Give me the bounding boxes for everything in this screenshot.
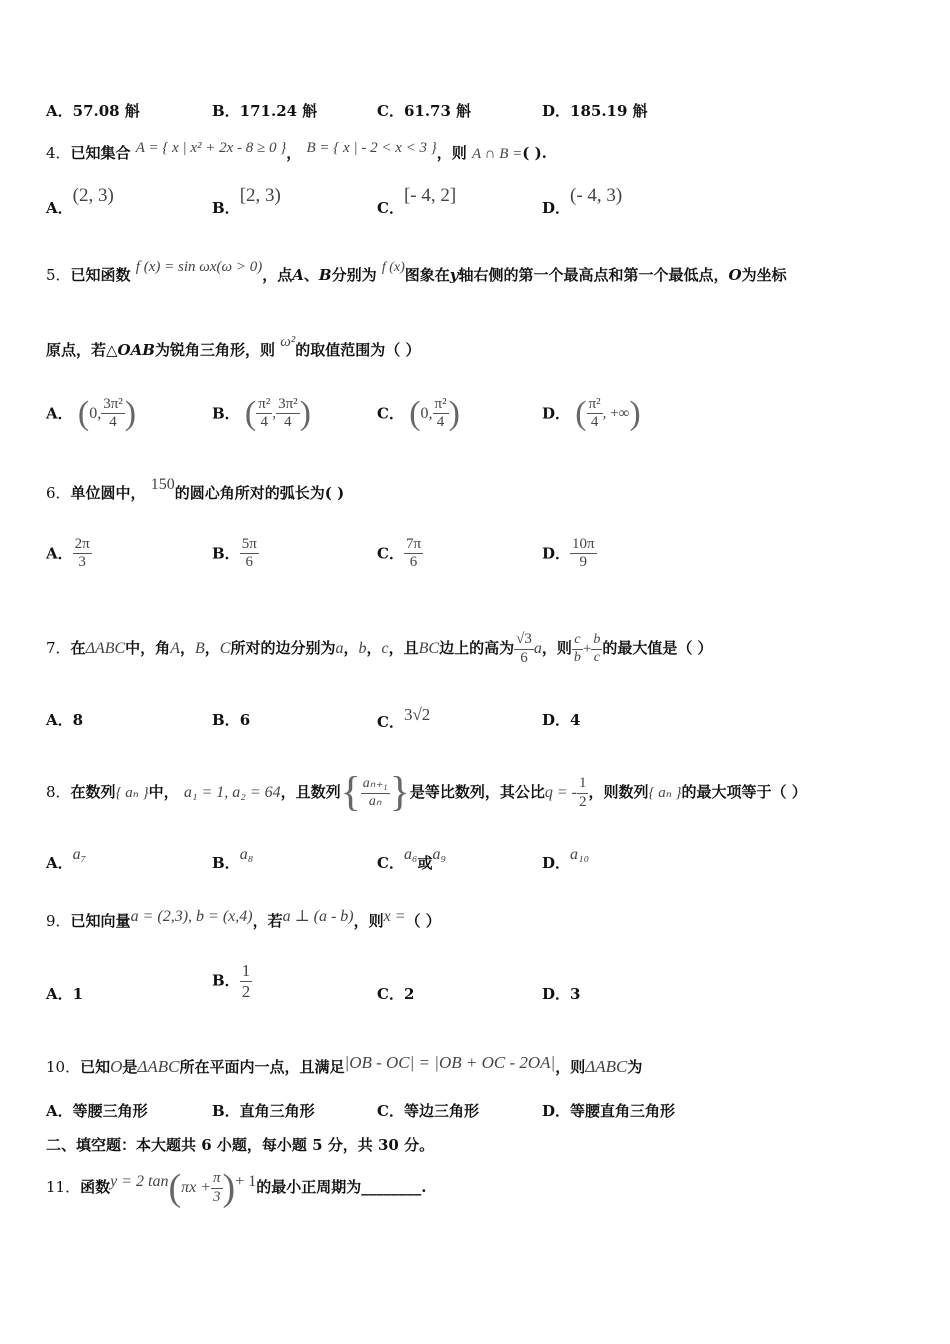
- question-10: 10．已知O是ΔABC所在平面内一点，且满足|OB - OC| = |OB + OC - 2OA|，则ΔABC为: [46, 1053, 643, 1076]
- question-9: 9．已知向量a = (2,3), b = (x,4)，若a ⊥ (a - b)，则x =（ ）: [46, 908, 441, 930]
- q3-option-c: C．61.73 斛: [377, 102, 472, 120]
- q7-option-d: D．4: [542, 711, 581, 729]
- q6-option-b: B． $\frac{5\pi}{6}$: [212, 536, 257, 571]
- q4-option-a: A．(2, 3): [46, 185, 114, 217]
- q3-option-d: D．185.19 斛: [542, 102, 648, 120]
- q4-option-c: C．[- 4, 2]: [377, 185, 457, 217]
- q7-option-a: A．8: [46, 711, 84, 729]
- q10-option-d: D．等腰直角三角形: [542, 1102, 676, 1120]
- q5-option-b: B． ( $\frac{\text{π²}}{4}$ , $\frac{\text{3π²}}{4}$ ): [212, 394, 311, 432]
- q10-option-c: C．等边三角形: [377, 1102, 479, 1120]
- q3-option-a: A．57.08 斛: [46, 102, 140, 120]
- q6-option-d: D． $\frac{10\pi}{9}$: [542, 536, 595, 571]
- q4-set-a: A = { x | x² + 2x - 8 ≥ 0 }: [135, 140, 287, 156]
- q10-option-a: A．等腰三角形: [46, 1102, 148, 1120]
- q4-option-b: B．[2, 3): [212, 185, 281, 217]
- question-6: 6．单位圆中， 150的圆心角所对的弧长为( ): [46, 476, 345, 502]
- question-8: 8．在数列{ aₙ }中， a₁ = 1, a₂ = 64，且数列{ $\frac{\text{aₙ₊₁}}{\text{aₙ}}$ }是等比数列，其公比q = - $\frac{1}{2}$ ，则数列{ aₙ }的最大项等于（ ）: [46, 769, 807, 816]
- question-4: 4．已知集合 A = { x | x² + 2x - 8 ≥ 0 }， B = { x | - 2 < x < 3 }，则 A ∩ B =( ).: [46, 140, 547, 162]
- q9-option-c: C．2: [377, 985, 415, 1003]
- section-heading: 二、填空题：本大题共 6 小题，每小题 5 分，共 30 分。: [46, 1136, 435, 1154]
- q6-option-c: C． $\frac{7\pi}{6}$: [377, 536, 422, 571]
- q10-option-b: B．直角三角形: [212, 1102, 315, 1120]
- q5-option-c: C． (0, $\frac{\text{π²}}{4}$ ): [377, 394, 460, 432]
- q5-option-d: D． ( $\frac{\text{π²}}{4}$ , +∞): [542, 394, 641, 432]
- q7-option-b: B．6: [212, 711, 251, 729]
- q6-option-a: A． $\frac{2\pi}{3}$: [46, 536, 90, 571]
- q4-option-d: D．(- 4, 3): [542, 185, 623, 217]
- question-5-line2: 原点，若△OAB为锐角三角形，则 ω²的取值范围为（ ）: [46, 334, 421, 359]
- q4-set-b: B = { x | - 2 < x < 3 }: [306, 140, 437, 156]
- q8-option-d: D．a₁₀: [542, 846, 590, 872]
- q8-option-a: A．a₇: [46, 846, 87, 872]
- q7-option-c: C．3√2: [377, 705, 431, 731]
- question-7: 7．在ΔABC中，角A，B，C所对的边分别为a，b，c，且BC边上的高为 $\frac{√3}{6}$ a，则 $\frac{c}{b}$ + $\frac{b}{c}$ 的最大值是（ ）: [46, 631, 713, 666]
- q8-option-c: C．a₆或a₉: [377, 846, 447, 872]
- q9-option-a: A．1: [46, 985, 84, 1003]
- q9-option-d: D．3: [542, 985, 581, 1003]
- q5-option-a: A． (0, $\frac{\text{3π²}}{4}$ ): [46, 394, 137, 432]
- q8-option-b: B．a₈: [212, 846, 254, 872]
- question-5: 5．已知函数 f (x) = sin ωx(ω > 0)，点A、B分别为 f (x)图象在y轴右侧的第一个最高点和第一个最低点，O为坐标: [46, 259, 787, 284]
- q9-option-b: B． $\frac{1}{2}$: [212, 961, 251, 1001]
- q3-option-b: B．171.24 斛: [212, 102, 318, 120]
- question-11: 11．函数y = 2 tan(πx + $\frac{\pi}{3}$ )+ 1的最小正周期为________.: [46, 1167, 427, 1209]
